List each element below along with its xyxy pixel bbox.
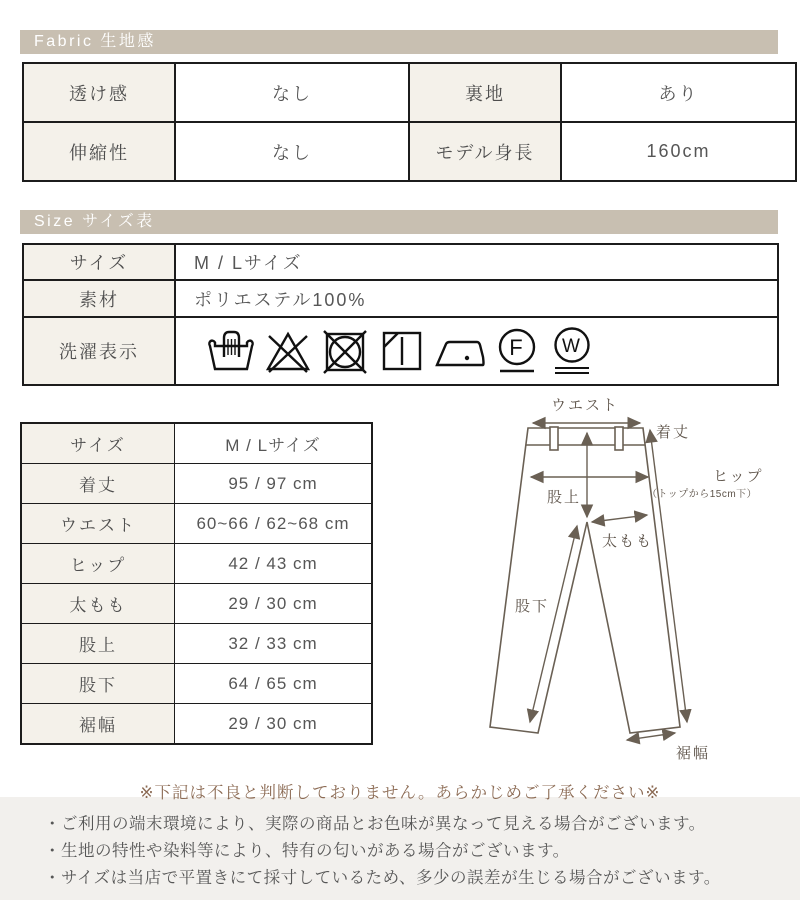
meas-label-thigh: 太もも [21,584,175,624]
meas-label-inseam: 股下 [21,664,175,704]
fabric-label-lining: 裏地 [409,63,561,122]
fabric-label-model-height: モデル身長 [409,122,561,181]
fabric-label-sheerness: 透け感 [23,63,175,122]
table-row [21,664,372,704]
care-icons-row [194,326,776,376]
material-value: ポリエステル100% [175,280,778,317]
table-row [21,704,372,745]
table-row [21,504,372,544]
material-label: 素材 [23,280,175,317]
table-row [21,584,372,624]
table-row [23,317,778,385]
do-not-bleach-icon [263,327,313,375]
meas-label-length: 着丈 [21,464,175,504]
diagram-thigh-label: 太もも [602,533,654,550]
meas-value-hip: 42 / 43 cm [175,544,373,584]
meas-value-rise: 32 / 33 cm [175,624,373,664]
notice-panel [0,797,800,900]
meas-value-waist: 60~66 / 62~68 cm [175,504,373,544]
meas-label-size: サイズ [21,423,175,464]
table-row [21,423,372,464]
diagram-labels [515,397,764,762]
iron-low-heat-icon [434,327,486,375]
meas-label-waist: ウエスト [21,504,175,544]
svg-text:W: W [562,336,582,357]
diagram-rise-label: 股上 [547,489,582,506]
fabric-value-model-height: 160cm [561,122,796,181]
measurement-arrows [530,423,687,740]
do-not-tumble-dry-icon [320,327,370,375]
meas-value-size: M / Lサイズ [175,423,373,464]
size-label: サイズ [23,244,175,280]
line-dry-in-shade-icon [377,327,427,375]
fabric-label-stretch: 伸縮性 [23,122,175,181]
fabric-table [22,62,797,182]
pants-measurement-diagram [425,390,795,770]
table-row [23,63,796,122]
diagram-inseam-label: 股下 [515,598,550,615]
notice-bullet: ・生地の特性や染料等により、特有の匂いがある場合がございます。 [44,842,570,860]
diagram-waist-label: ウエスト [550,397,620,414]
fabric-value-stretch: なし [175,122,409,181]
meas-label-hip: ヒップ [21,544,175,584]
care-icons-cell [175,317,778,385]
table-row [23,244,778,280]
table-row [23,122,796,181]
meas-value-inseam: 64 / 65 cm [175,664,373,704]
notice-bullet: ・ご利用の端末環境により、実際の商品とお色味が異なって見える場合がございます。 [44,815,706,833]
meas-label-rise: 股上 [21,624,175,664]
notice-bullet: ・サイズは当店で平置きにて採寸しているため、多少の誤差が生じる場合がございます。 [44,869,721,887]
dry-clean-petroleum-gentle-icon [493,326,541,376]
size-info-table [22,243,779,386]
wet-clean-very-gentle-icon [548,326,596,376]
diagram-length-label: 着丈 [656,424,691,441]
pants-outline [490,427,680,733]
diagram-hip-note: （トップから15cm下） [647,489,758,500]
table-row [21,464,372,504]
table-row [21,544,372,584]
meas-value-thigh: 29 / 30 cm [175,584,373,624]
diagram-hem-label: 裾幅 [676,745,711,762]
size-value: M / Lサイズ [175,244,778,280]
care-label: 洗濯表示 [23,317,175,385]
size-section-header: Size サイズ表 [20,210,778,234]
notice-title: ※下記は不良と判断しておりません。あらかじめご了承ください※ [139,784,661,802]
meas-label-hem: 裾幅 [21,704,175,745]
svg-text:F: F [509,335,525,360]
fabric-value-sheerness: なし [175,63,409,122]
fabric-section-header: Fabric 生地感 [20,30,778,54]
fabric-value-lining: あり [561,63,796,122]
diagram-hip-label: ヒップ [713,468,764,485]
meas-value-hem: 29 / 30 cm [175,704,373,745]
table-row [21,624,372,664]
meas-value-length: 95 / 97 cm [175,464,373,504]
table-row [23,280,778,317]
hand-wash-icon [206,327,256,375]
measurement-table [20,422,373,745]
